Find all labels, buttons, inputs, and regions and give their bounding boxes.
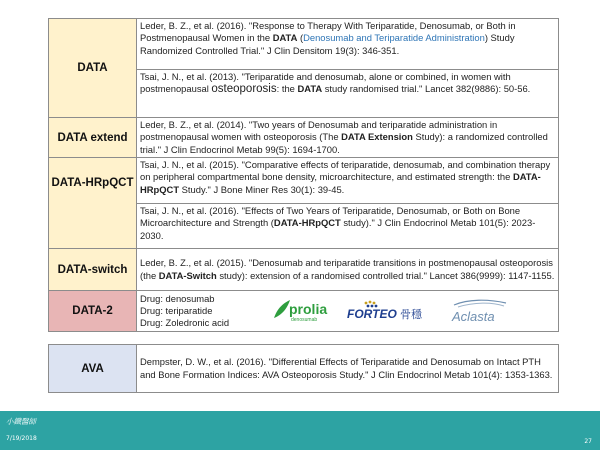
prolia-sub: denosumab [291,316,318,323]
ref-hrpqct-1 [137,158,558,204]
ref-text-segment: Tsai, J. N., et al. (2013). "Teriparatide and denosumab, alone or combined, in women with postmenopausal [140,71,511,95]
ref-text-segment: DATA-HRpQCT [140,171,541,195]
ref-cell [137,19,559,118]
row-label-data-hrpqct-text: DATA-HRpQCT [51,177,134,189]
table-row [49,19,559,118]
footer-date: 7/19/2018 [6,435,37,442]
row-label-data-switch: DATA-switch [49,249,137,291]
prolia-name: prolia [289,300,328,317]
ref-text-segment: Denosumab and Teriparatide Administration [303,32,485,44]
ref-data-switch [137,249,559,291]
table-row [49,118,559,158]
aclasta-logo [448,297,510,325]
ref-text-segment: DATA Extension [341,131,413,143]
row-label-ava: AVA [49,345,137,393]
ref-text-segment: Study): a randomized controlled trial." J Clin Endocrinol Metab 99(5): 1694-1700. [140,131,548,155]
row-label-data-hrpqct [49,158,137,249]
ref-text-segment: Leder, B. Z., et al. (2014). "Two years of Denosumab and teriparatide administration in postmenopausal women with osteoporosis (The [140,119,498,143]
ref-text-segment: study)." J Clin Endocrinol Metab 101(5): 2023-2030. [140,217,536,241]
forteo-cjk: 骨穩 [400,307,422,321]
study-table [48,18,559,332]
ref-hrpqct-2 [137,204,558,248]
table-row [49,291,559,332]
ref-text-segment: Study." J Bone Miner Res 30(1): 39-45. [179,183,345,195]
ref-text-segment: study): extension of a randomised controlled trial." Lancet 386(9999): 1147-1155. [216,269,555,281]
row-label-data: DATA [49,19,137,118]
aclasta-swoosh-icon [448,297,510,325]
ref-text-segment: osteoporosis [211,83,277,96]
ref-data-2 [137,70,558,117]
table-row [49,158,559,249]
ref-data-extend [137,118,559,158]
forteo-name: FORTEO [347,306,397,321]
drug-item: Drug: teriparatide [140,304,213,316]
prolia-leaf-icon [272,298,330,324]
prolia-logo [272,298,330,324]
footer-title: 小鐵醫師 [6,417,36,426]
ref-text-segment: DATA [297,83,323,95]
drug-row [140,293,555,330]
forteo-logo [346,298,432,324]
ref-text-segment: ) Study Randomized Controlled Trial." J Clin Densitom 19(3): 346-351. [140,32,515,56]
page-number: 27 [584,438,592,445]
ref-text-segment: study randomised trial." Lancet 382(9886): 50-56. [322,83,531,95]
ref-text-segment: ( [297,32,304,44]
ref-data-1 [137,19,558,70]
table-row [49,249,559,291]
ref-text-segment: : the [276,83,298,95]
drug-list [140,293,272,330]
ava-table [48,344,559,393]
aclasta-name: Aclasta [452,308,495,324]
footer-bar [0,411,600,450]
ref-text-segment: Tsai, J. N., et al. (2016). "Effects of Two Years of Teriparatide, Denosumab, or Both on Bone Microarchitecture and Strength ( [140,205,521,229]
ref-ava: Dempster, D. W., et al. (2016). "Differential Effects of Teriparatide and Denosumab on Intact PTH and Bone Formation Indices: AVA Osteoporosis Study." J Clin Endocrinol Metab 101(4): 1353-1363. [137,345,559,393]
ref-text-segment: Tsai, J. N., et al. (2015). "Comparative effects of teriparatide, denosumab, and combination therapy on peripheral compartmental bone density, microarchitecture, and estimated strength: the [140,159,551,183]
forteo-wordmark-icon [346,298,432,324]
ref-text-segment: DATA-HRpQCT [273,217,341,229]
drug-item: Drug: denosumab [140,292,215,304]
drug-cell [137,291,559,332]
row-label-data-extend: DATA extend [49,118,137,158]
ref-text-segment: Leder, B. Z., et al. (2015). "Denosumab and teriparatide transitions in postmenopausal osteoporosis (the [140,257,553,281]
table-row [49,345,559,393]
ref-text-segment: DATA-Switch [158,269,217,281]
ref-text-segment: DATA [272,32,298,44]
row-label-data-2: DATA-2 [49,291,137,332]
ref-text-segment: Leder, B. Z., et al. (2016). "Response to Therapy With Teriparatide, Denosumab, or Both in Postmenopausal Women in the [140,20,516,44]
drug-item: Drug: Zoledronic acid [140,317,230,329]
ref-cell [137,158,559,249]
